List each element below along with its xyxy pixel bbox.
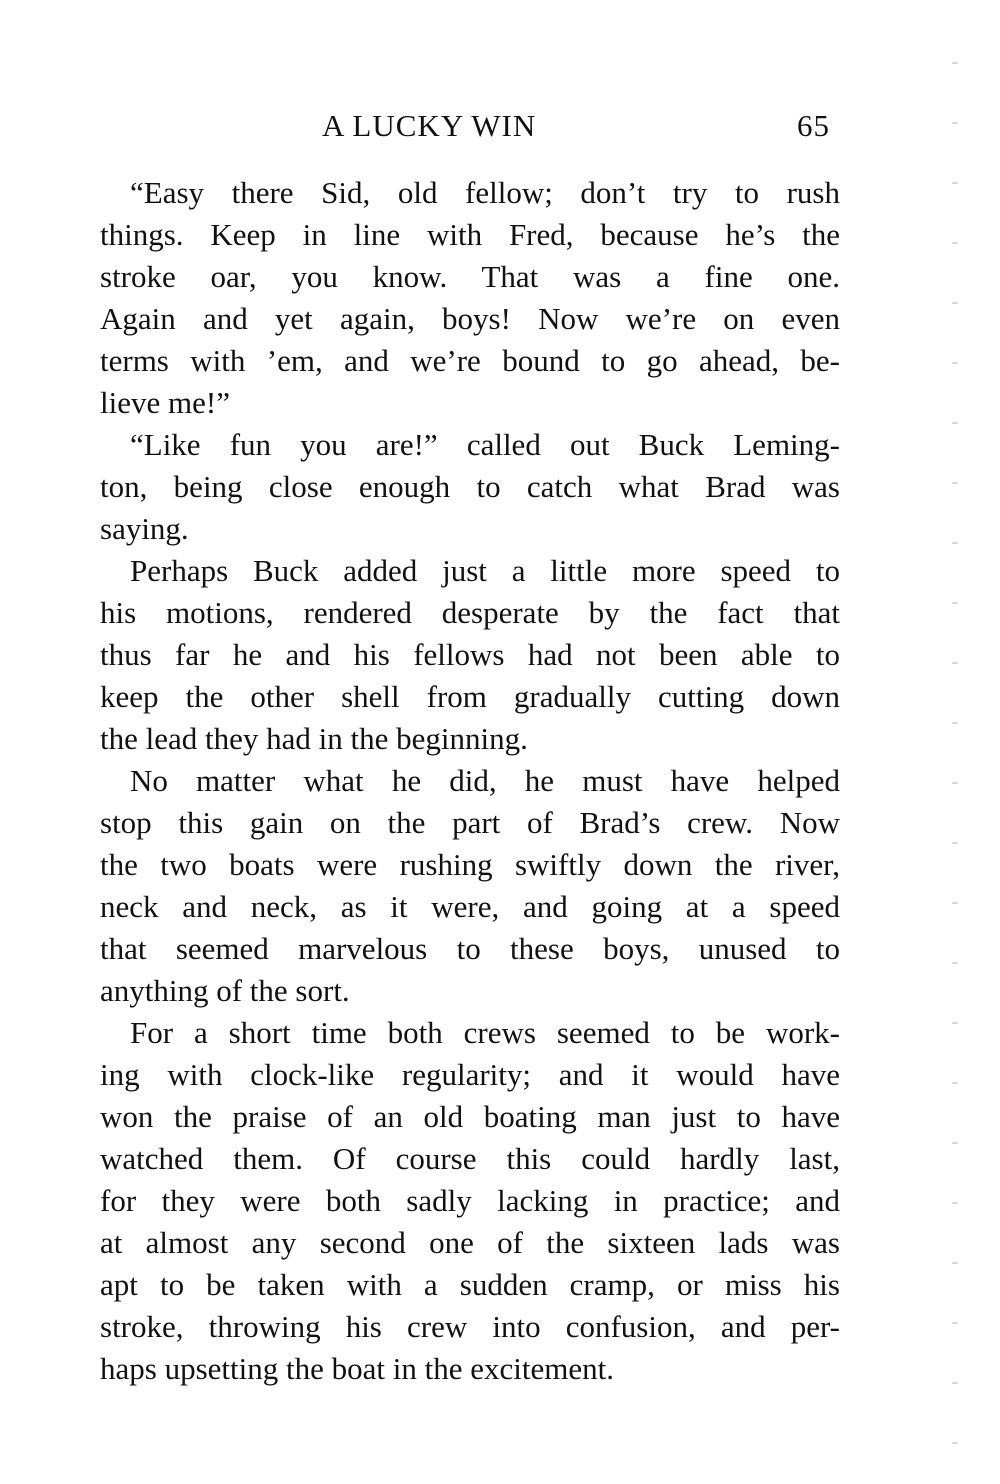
- scan-margin-specks: [952, 40, 958, 1460]
- text-line: “Easy there Sid, old fellow; don’t try to rush: [130, 175, 840, 210]
- text-line: “Like fun you are!” called out Buck Leming-: [130, 427, 840, 462]
- text-line: ing with clock-like regularity; and it would have: [100, 1057, 840, 1092]
- text-line: neck and neck, as it were, and going at a speed: [100, 889, 840, 924]
- text-line: won the praise of an old boating man just to have: [100, 1099, 840, 1134]
- paragraph-2: [100, 424, 840, 550]
- text-line: anything of the sort.: [100, 973, 350, 1008]
- text-line: lieve me!”: [100, 385, 230, 420]
- text-line: thus far he and his fellows had not been able to: [100, 637, 840, 672]
- text-line: Perhaps Buck added just a little more speed to: [130, 553, 840, 588]
- text-line: the two boats were rushing swiftly down the river,: [100, 847, 840, 882]
- text-line: For a short time both crews seemed to be work-: [130, 1015, 840, 1050]
- text-line: saying.: [100, 511, 189, 546]
- paragraph-5: [100, 1012, 840, 1390]
- text-line: stop this gain on the part of Brad’s crew. Now: [100, 805, 840, 840]
- running-title: A LUCKY WIN: [322, 108, 537, 143]
- text-line: stroke, throwing his crew into confusion, and per-: [100, 1309, 840, 1344]
- text-line: for they were both sadly lacking in practice; and: [100, 1183, 840, 1218]
- paragraph-3: [100, 550, 840, 760]
- text-line: his motions, rendered desperate by the fact that: [100, 595, 840, 630]
- text-line: Again and yet again, boys! Now we’re on even: [100, 301, 840, 336]
- text-line: watched them. Of course this could hardly last,: [100, 1141, 840, 1176]
- text-line: No matter what he did, he must have helped: [130, 763, 840, 798]
- text-line: keep the other shell from gradually cutting down: [100, 679, 840, 714]
- paragraph-1: [100, 172, 840, 424]
- text-line: haps upsetting the boat in the excitement.: [100, 1351, 614, 1386]
- page-number: 65: [797, 108, 830, 143]
- paragraph-4: [100, 760, 840, 1012]
- text-line: terms with ’em, and we’re bound to go ahead, be-: [100, 343, 840, 378]
- text-line: at almost any second one of the sixteen lads was: [100, 1225, 840, 1260]
- text-line: the lead they had in the beginning.: [100, 721, 528, 756]
- text-line: things. Keep in line with Fred, because he’s the: [100, 217, 840, 252]
- text-line: stroke oar, you know. That was a fine one.: [100, 259, 840, 294]
- text-line: apt to be taken with a sudden cramp, or miss his: [100, 1267, 840, 1302]
- body-text: [100, 172, 840, 1390]
- text-line: ton, being close enough to catch what Brad was: [100, 469, 840, 504]
- running-head: [100, 108, 840, 156]
- text-line: that seemed marvelous to these boys, unused to: [100, 931, 840, 966]
